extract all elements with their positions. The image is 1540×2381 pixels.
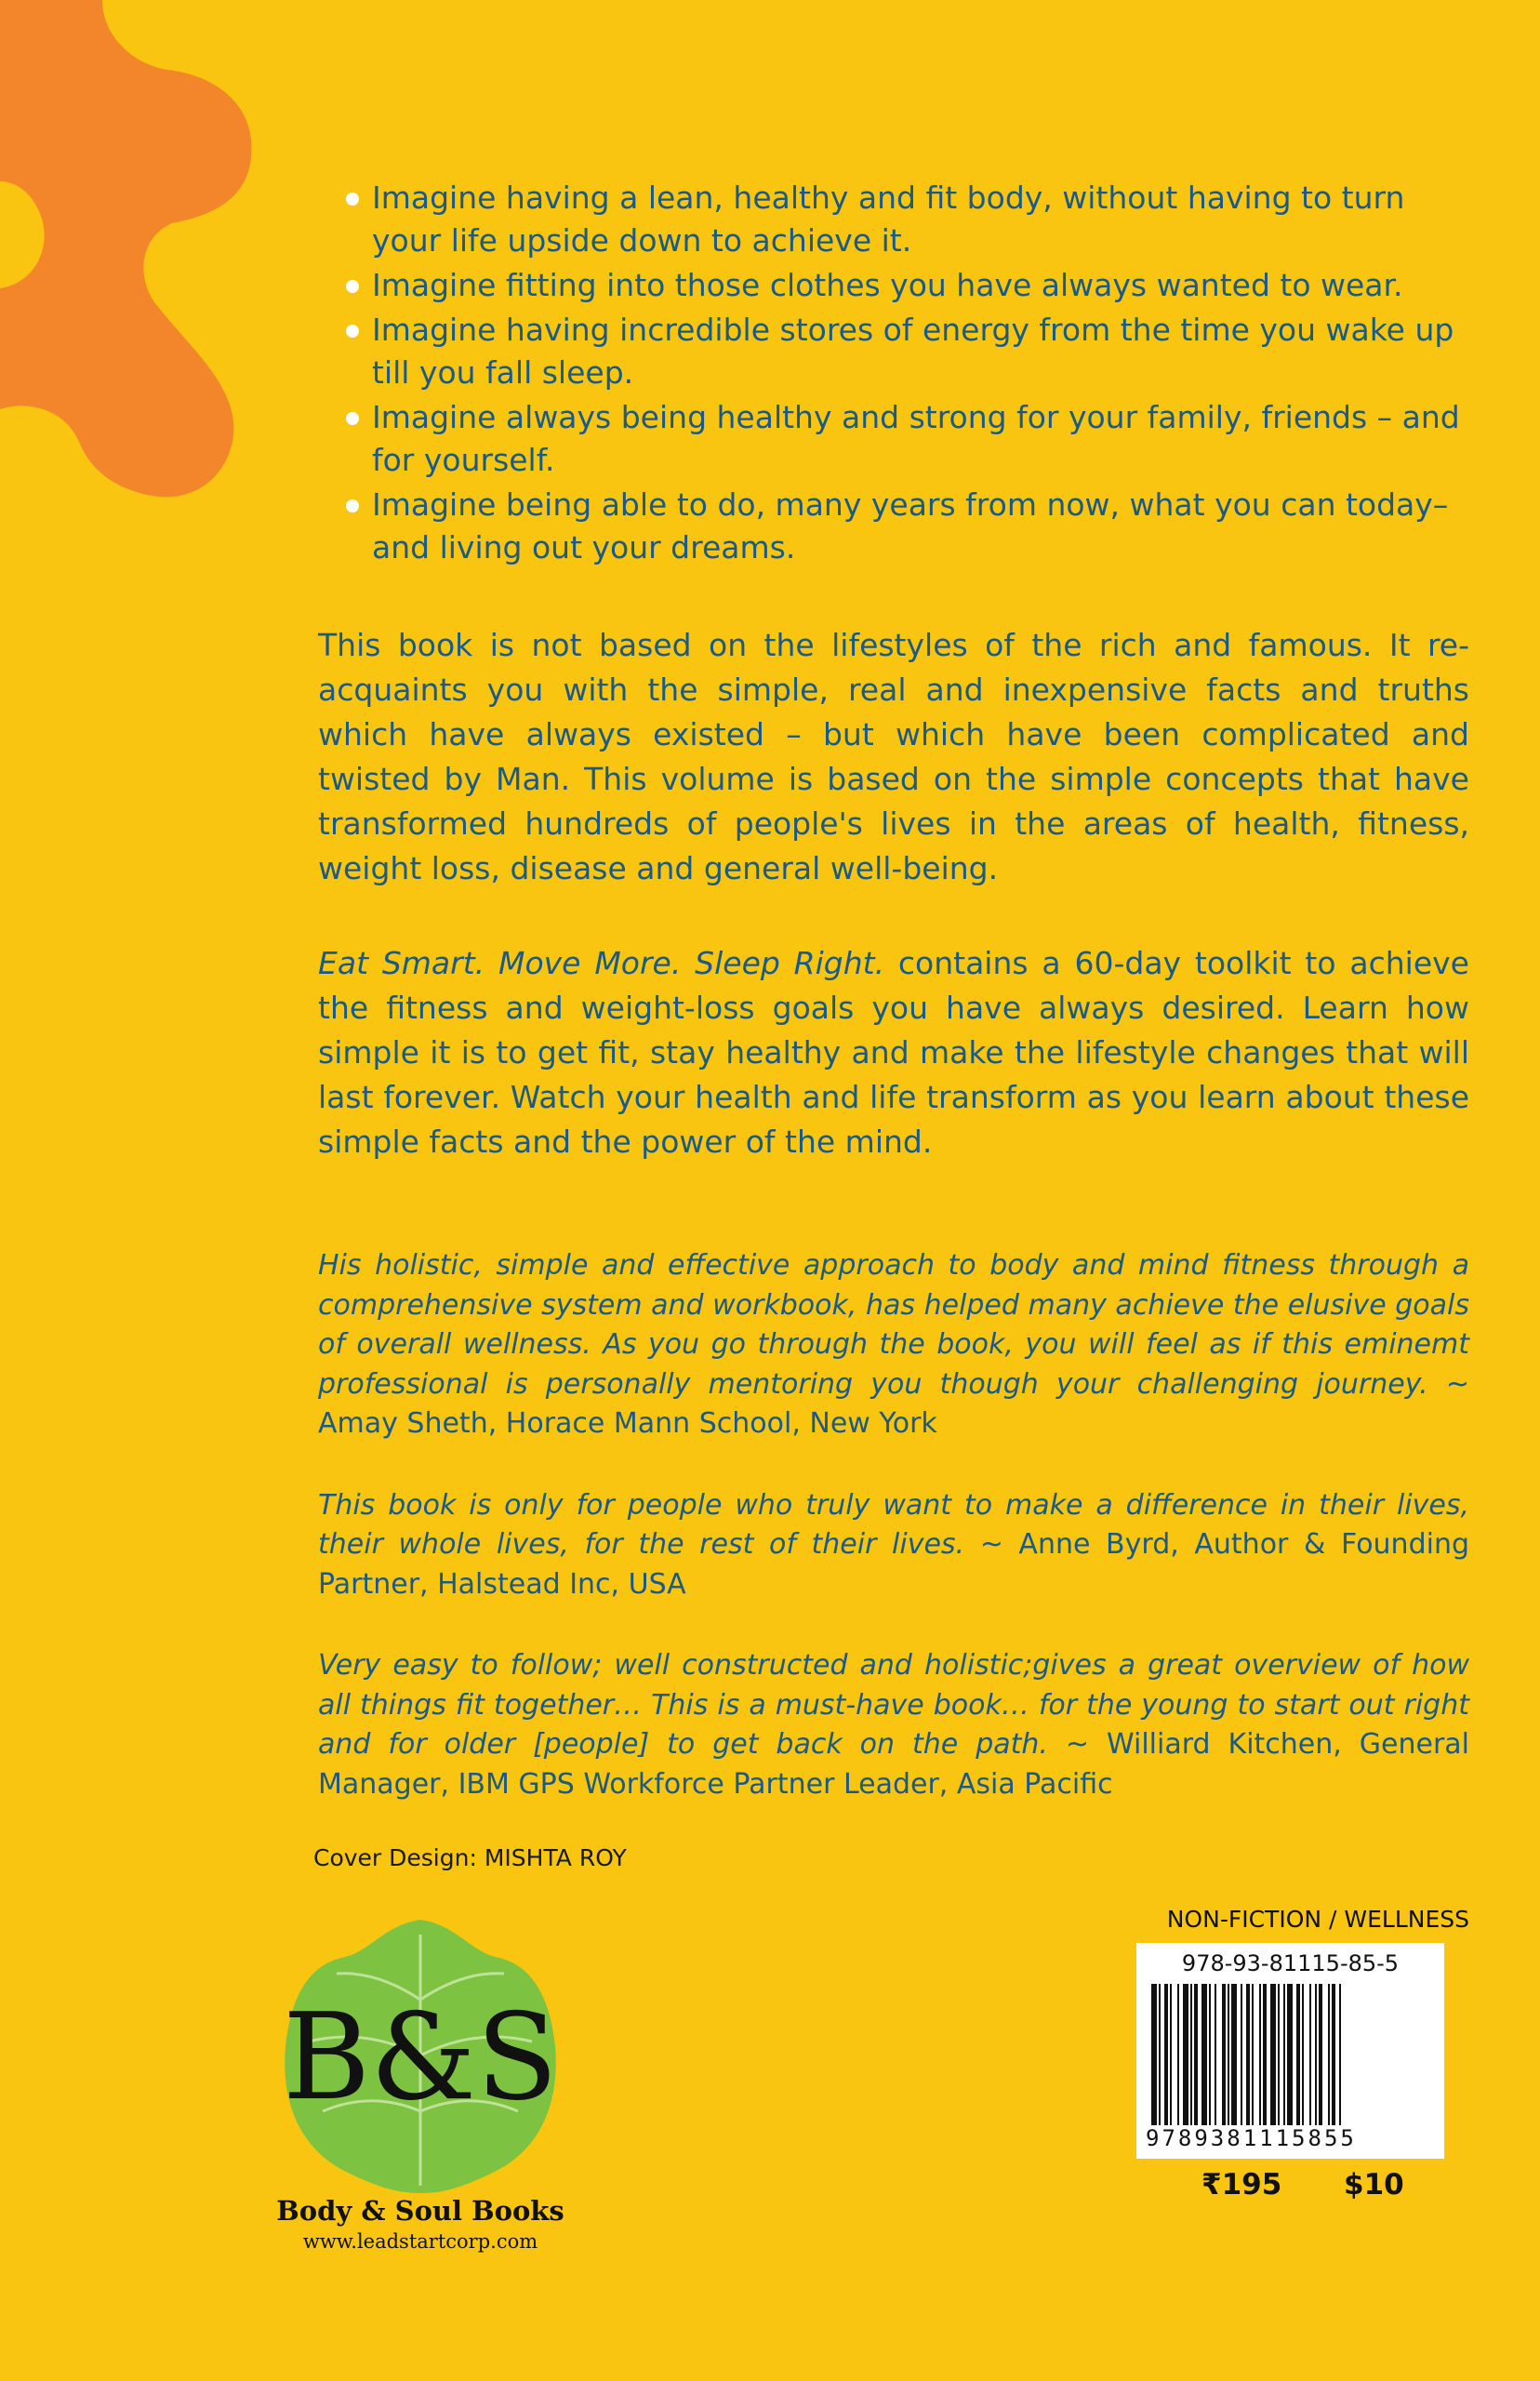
benefit-item: Imagine always being healthy and strong for your family, friends – and for yourself. bbox=[346, 396, 1469, 482]
barcode-bar bbox=[1302, 1984, 1304, 2137]
barcode-bar bbox=[1287, 1984, 1293, 2137]
testimonial-quote bbox=[318, 1646, 1469, 1804]
barcode-bar bbox=[1278, 1984, 1280, 2137]
publisher-leaf-logo bbox=[272, 1916, 569, 2195]
isbn-number: 978-93-81115-85-5 bbox=[1181, 1950, 1400, 1976]
orange-gear-decoration bbox=[0, 0, 270, 521]
barcode-bar bbox=[1151, 1984, 1157, 2137]
testimonial-quote bbox=[318, 1486, 1469, 1605]
barcode-bar bbox=[1201, 1984, 1207, 2137]
barcode-bar bbox=[1283, 1984, 1285, 2137]
barcode-bar bbox=[1339, 1984, 1341, 2137]
barcode-bar bbox=[1328, 1984, 1330, 2137]
barcode-bar bbox=[1164, 1984, 1168, 2137]
book-title-italic: Eat Smart. Move More. Sleep Right. bbox=[318, 945, 885, 981]
toolkit-paragraph bbox=[318, 941, 1469, 1164]
quote-text: This book is only for people who truly want to make a difference in their lives, their whole lives, for the rest of their lives. bbox=[318, 1488, 1469, 1561]
barcode-bar bbox=[1190, 1984, 1192, 2137]
barcode-bar bbox=[1259, 1984, 1261, 2137]
barcode-bar bbox=[1222, 1984, 1226, 2137]
isbn-barcode bbox=[1136, 1943, 1444, 2159]
benefit-item: Imagine having a lean, healthy and fit body, without having to turn your life upside down to achieve it. bbox=[346, 177, 1469, 262]
quote-text: His holistic, simple and effective approach to body and mind fitness through a comprehensive system and workbook, has helped many achieve the elusive goals of overall wellness. As you go through the book, you will feel as if this eminemt professional is personally mentoring you though your challenging journey. bbox=[318, 1249, 1469, 1401]
publisher-name: Body & Soul Books bbox=[276, 2195, 564, 2227]
barcode-bar bbox=[1159, 1984, 1161, 2137]
barcode-bar bbox=[1241, 1984, 1242, 2137]
cover-design-credit: Cover Design: MISHTA ROY bbox=[313, 1844, 627, 1871]
barcode-bar bbox=[1246, 1984, 1250, 2137]
benefit-item: Imagine having incredible stores of energy from the time you wake up till you fall sleep. bbox=[346, 309, 1469, 394]
benefit-item: Imagine being able to do, many years from now, what you can today– and living out your dreams. bbox=[346, 484, 1469, 569]
barcode-bars bbox=[1151, 1984, 1430, 2137]
description-paragraph: This book is not based on the lifestyles of the rich and famous. It re-acquaints you with the simple, real and inexpensive facts and truths which have always existed – but which have been complicated and twisted by Man. This volume is based on the simple concepts that have transformed hundreds of people's lives in the areas of health, fitness, weight loss, disease and general well-being. bbox=[318, 627, 1469, 886]
quote-attribution: ~ Anne Byrd, Author & Founding Partner, Halstead Inc, USA bbox=[318, 1528, 1470, 1601]
quote-attribution: ~ Amay Sheth, Horace Mann School, New York bbox=[318, 1367, 1469, 1440]
barcode-bar bbox=[1194, 1984, 1198, 2137]
barcode-bar bbox=[1177, 1984, 1179, 2137]
barcode-bar bbox=[1215, 1984, 1216, 2137]
barcode-bar bbox=[1231, 1984, 1237, 2137]
benefit-item: Imagine fitting into those clothes you have always wanted to wear. bbox=[346, 264, 1469, 307]
barcode-bar bbox=[1270, 1984, 1276, 2137]
barcode-bar bbox=[1170, 1984, 1172, 2137]
price-inr: ₹195 bbox=[1201, 2168, 1282, 2201]
quote-attribution: ~ Williard Kitchen, General Manager, IBM GPS Workforce Partner Leader, Asia Pacific bbox=[318, 1728, 1469, 1801]
barcode-bar bbox=[1183, 1984, 1188, 2137]
back-cover-content bbox=[318, 177, 1469, 1804]
barcode-digits: 9789381115855 bbox=[1146, 2125, 1357, 2151]
logo-monogram: B&S bbox=[283, 1989, 558, 2127]
barcode-bar bbox=[1263, 1984, 1267, 2137]
price-usd: $10 bbox=[1344, 2168, 1404, 2201]
publisher-block bbox=[262, 2195, 578, 2253]
publisher-url: www.leadstartcorp.com bbox=[302, 2230, 538, 2253]
barcode-bar bbox=[1319, 1984, 1322, 2137]
testimonial-quote bbox=[318, 1246, 1469, 1444]
barcode-bar bbox=[1209, 1984, 1211, 2137]
benefits-list bbox=[318, 177, 1469, 569]
barcode-bar bbox=[1315, 1984, 1317, 2137]
barcode-bar bbox=[1332, 1984, 1335, 2137]
quote-text: Very easy to follow; well constructed and holistic;gives a great overview of how all things fit together… This is a must-have book… for the young to start out right and for older [people] to get back on the path. bbox=[318, 1649, 1469, 1761]
barcode-bar bbox=[1296, 1984, 1300, 2137]
toolkit-text: contains a 60-day toolkit to achieve the fitness and weight-loss goals you have always desired. Learn how simple it is to get fit, stay healthy and make the lifestyle changes that will last forever. Watch your health and life transform as you learn about these simple facts and the power of the mind. bbox=[318, 945, 1469, 1160]
book-category: NON-FICTION / WELLNESS bbox=[1166, 1906, 1469, 1933]
barcode-bar bbox=[1228, 1984, 1229, 2137]
barcode-bar bbox=[1252, 1984, 1254, 2137]
barcode-bar bbox=[1309, 1984, 1311, 2137]
